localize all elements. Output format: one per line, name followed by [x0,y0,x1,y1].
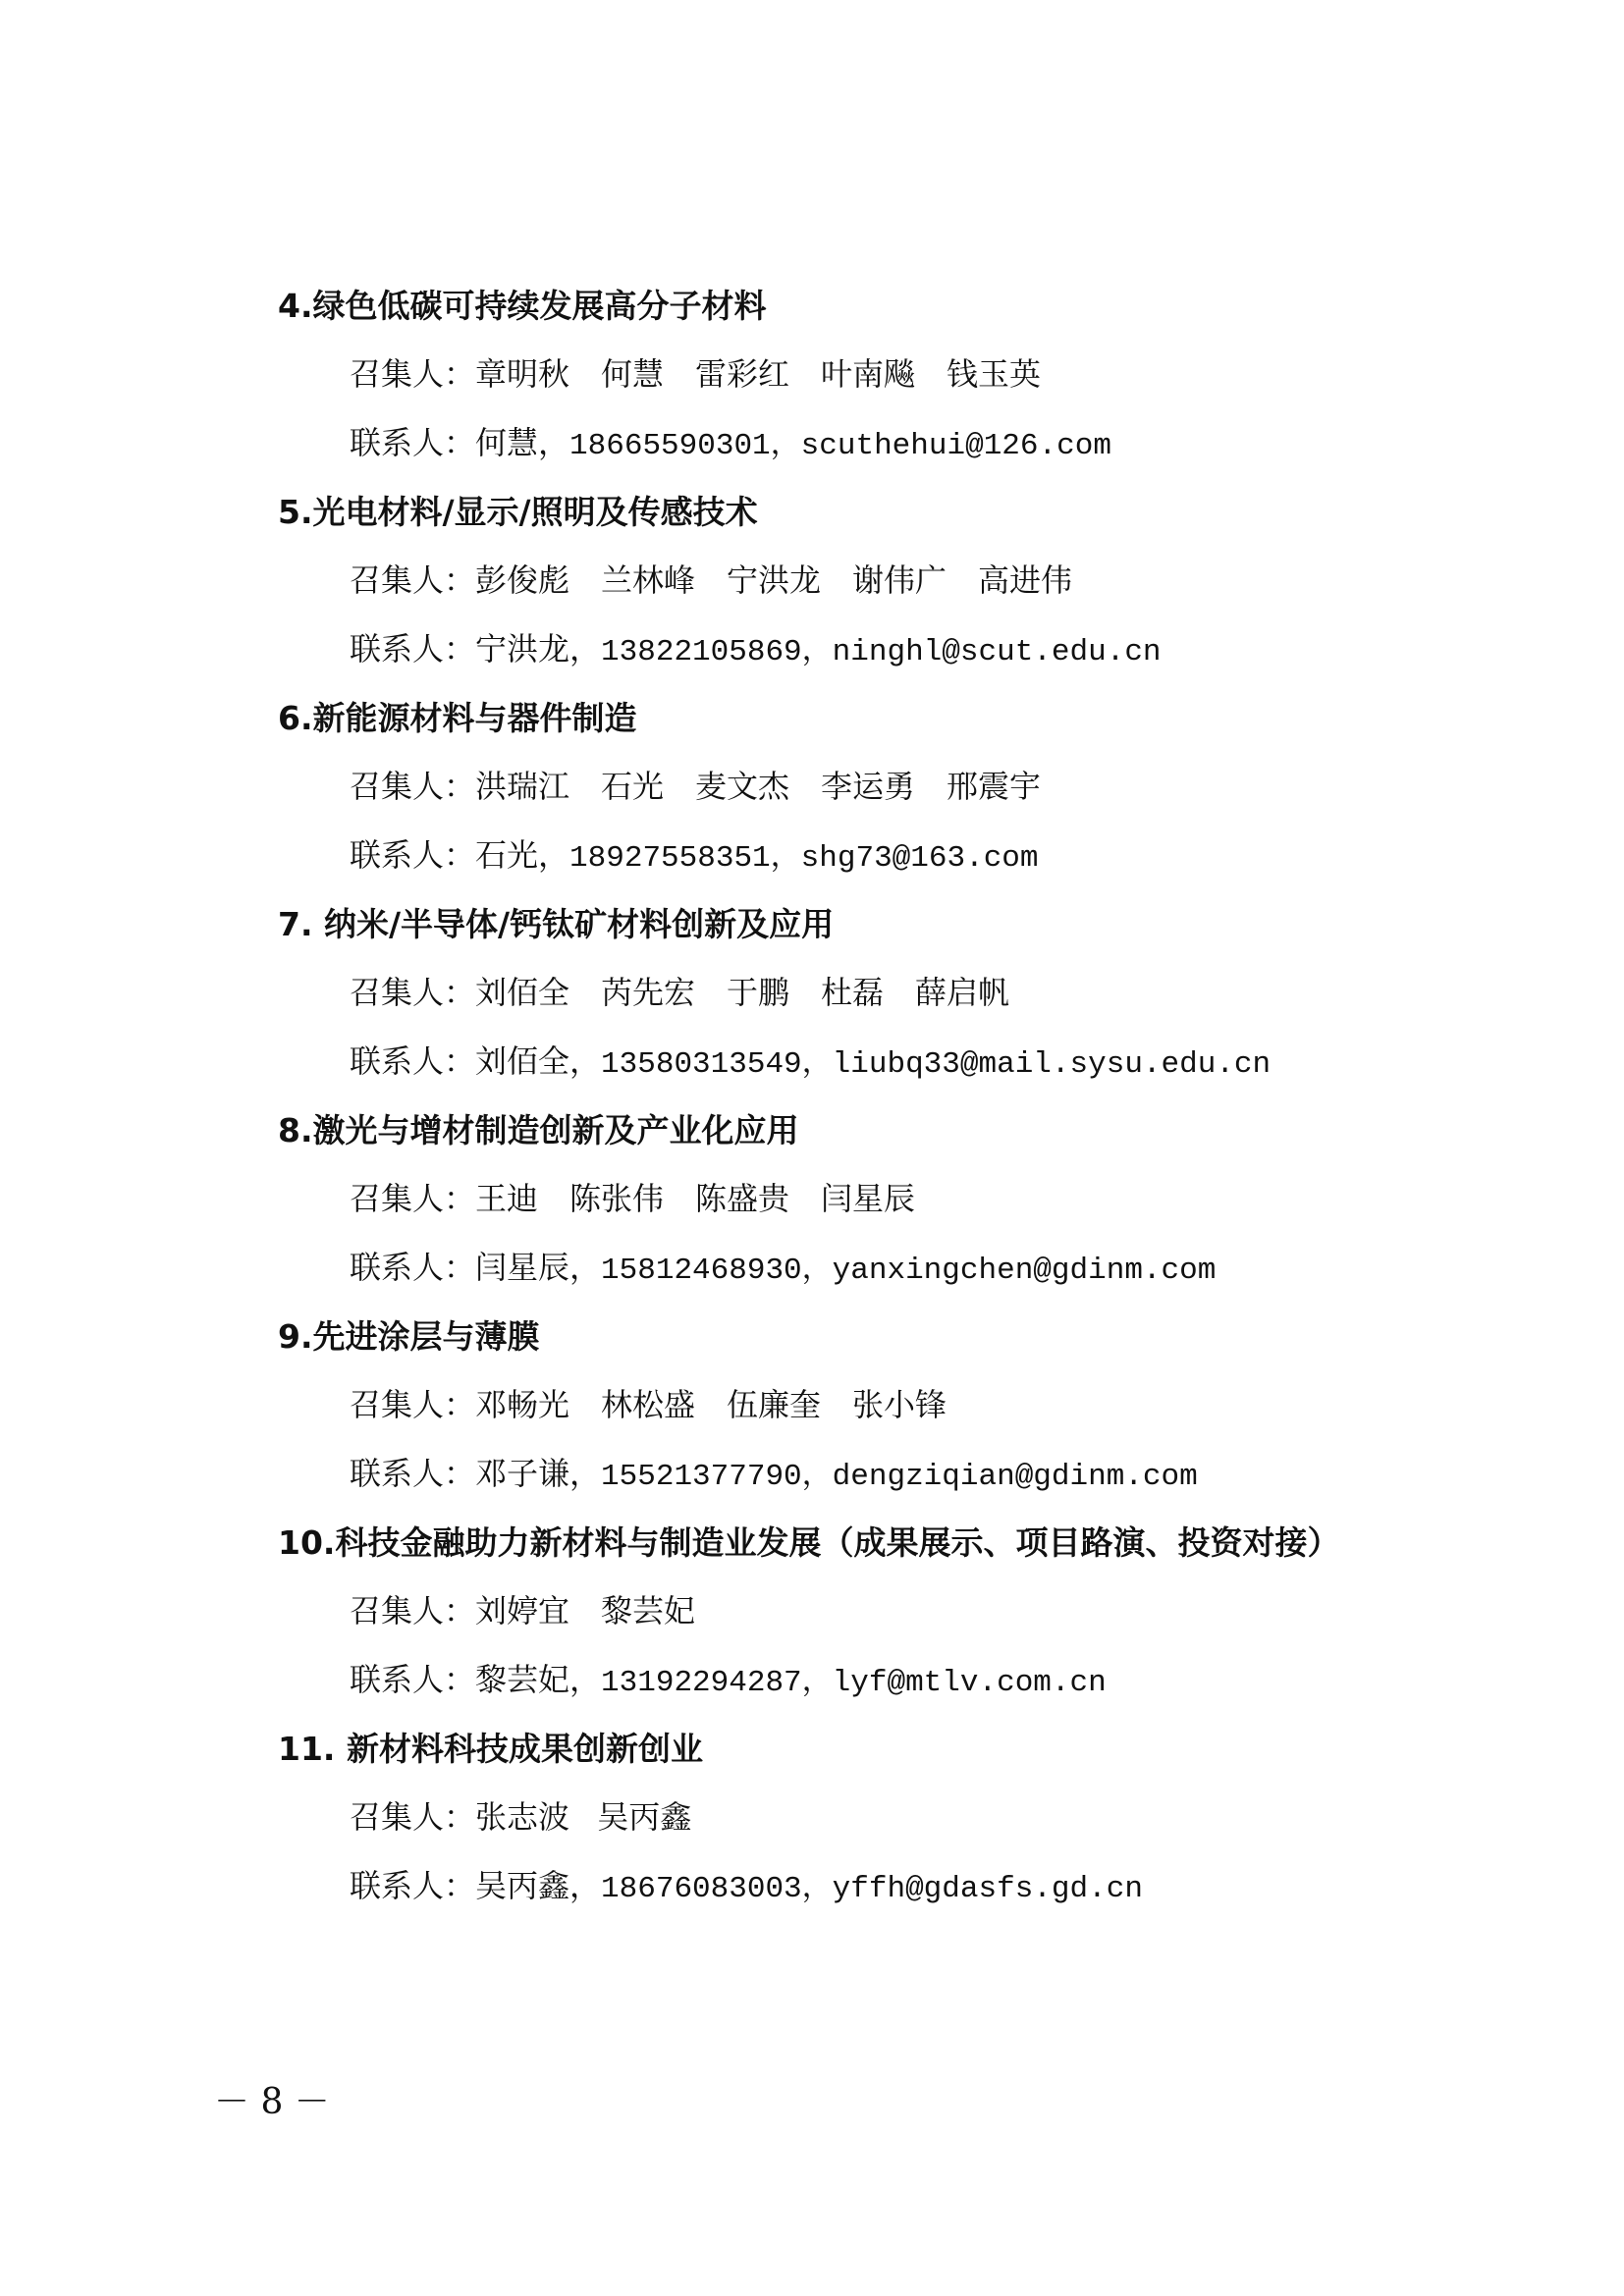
convener-names: 彭俊彪 兰林峰 宁洪龙 谢伟广 高进伟 [475,561,1073,599]
contact-details: 18676083003，yffh@gdasfs.gd.cn [601,1872,1143,1906]
section-heading: 9.先进涂层与薄膜 [278,1317,540,1356]
convener-label: 召集人： [350,1592,476,1629]
contact-name: 何慧， [475,424,570,461]
section-heading: 10.科技金融助力新材料与制造业发展（成果展示、项目路演、投资对接） [278,1523,1340,1562]
section-heading: 5.光电材料/显示/照明及传感技术 [278,493,758,531]
contact-line [350,1041,1271,1085]
section-heading: 11. 新材料科技成果创新创业 [278,1730,703,1768]
convener-line [350,1797,691,1837]
convener-line [350,1385,947,1424]
contact-label: 联系人： [350,1249,476,1286]
contact-details: 13822105869，ninghl@scut.edu.cn [601,635,1162,669]
section-heading: 7. 纳米/半导体/钙钛矿材料创新及应用 [278,905,835,943]
contact-name: 邓子谦， [475,1455,602,1492]
convener-names: 刘佰全 芮先宏 于鹏 杜磊 薛启帆 [475,974,1010,1011]
contact-label: 联系人： [350,1455,476,1492]
convener-line [350,354,1041,394]
contact-name: 宁洪龙， [475,630,602,667]
contact-label: 联系人： [350,836,476,874]
convener-label: 召集人： [350,974,476,1011]
contact-details: 15812468930，yanxingchen@gdinm.com [601,1254,1217,1288]
contact-details: 13192294287，lyf@mtlv.com.cn [601,1666,1107,1700]
contact-details: 13580313549，liubq33@mail.sysu.edu.cn [601,1047,1272,1082]
contact-line [350,835,1039,879]
contact-label: 联系人： [350,630,476,667]
convener-line [350,973,1009,1012]
page-number: － 8 － [214,2082,330,2122]
contact-line [350,423,1111,466]
convener-label: 召集人： [350,355,476,393]
contact-label: 联系人： [350,1042,476,1080]
contact-label: 联系人： [350,1661,476,1698]
contact-details: 18927558351，shg73@163.com [569,841,1039,876]
convener-label: 召集人： [350,1180,476,1217]
convener-line [350,767,1041,806]
contact-details: 15521377790，dengziqian@gdinm.com [601,1460,1198,1494]
contact-name: 闫星辰， [475,1249,602,1286]
contact-line [350,1248,1216,1291]
convener-names: 刘婷宜 黎芸妃 [475,1592,696,1629]
section-heading: 4.绿色低碳可持续发展高分子材料 [278,287,767,325]
contact-line [350,1866,1143,1909]
contact-label: 联系人： [350,1867,476,1904]
contact-details: 18665590301，scuthehui@126.com [569,429,1111,463]
convener-names: 王迪 陈张伟 陈盛贵 闫星辰 [475,1180,916,1217]
convener-line [350,1179,915,1218]
contact-line [350,1660,1107,1703]
contact-line [350,1454,1198,1497]
convener-names: 章明秋 何慧 雷彩红 叶南飚 钱玉英 [475,355,1042,393]
contact-name: 刘佰全， [475,1042,602,1080]
section-heading: 6.新能源材料与器件制造 [278,699,637,737]
contact-name: 黎芸妃， [475,1661,602,1698]
convener-names: 张志波 吴丙鑫 [475,1798,692,1836]
convener-line [350,1591,695,1630]
convener-label: 召集人： [350,1798,476,1836]
contact-label: 联系人： [350,424,476,461]
contact-name: 石光， [475,836,570,874]
convener-label: 召集人： [350,561,476,599]
section-heading: 8.激光与增材制造创新及产业化应用 [278,1111,799,1149]
contact-line [350,629,1162,672]
convener-line [350,561,1072,600]
convener-label: 召集人： [350,1386,476,1423]
convener-label: 召集人： [350,768,476,805]
convener-names: 洪瑞江 石光 麦文杰 李运勇 邢震宇 [475,768,1042,805]
contact-name: 吴丙鑫， [475,1867,602,1904]
convener-names: 邓畅光 林松盛 伍廉奎 张小锋 [475,1386,947,1423]
